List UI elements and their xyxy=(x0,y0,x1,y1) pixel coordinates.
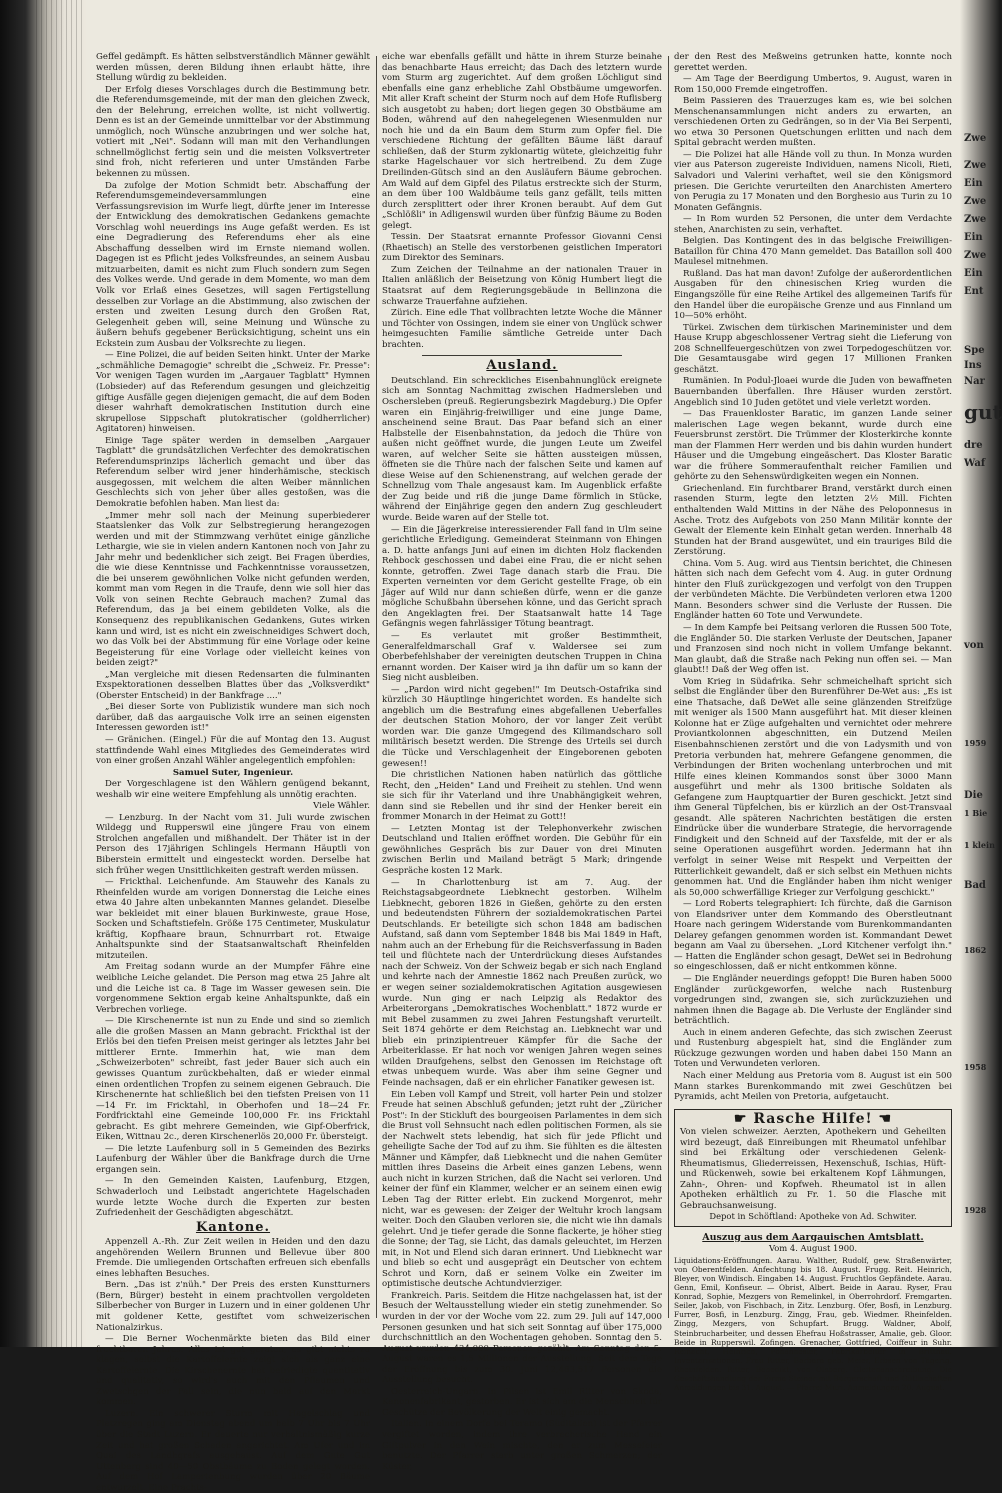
paragraph: — In dem Kampfe bei Peitsang verloren die Russen 500 Tote, die Engländer 50. Die starken Verluste der Deutschen, Japaner und Franzosen sind noch nicht in vollem Umfange bekannt. Man glaubt, daß die Straße nach Peking nun offen sei. — Man glaubt!! Daß der Weg offen ist. xyxy=(674,622,952,676)
page-fragment: 1959 xyxy=(964,738,987,748)
paragraph: Einige Tage später werden in demselben „Aargauer Tagblatt" die grundsätzlichen Verfechter des demokratischen Referendumsprinzips lächerlich gemacht und über das Referendum selber wird jener hinderhämische, steckisch ausgegossen, mit welchem die alten Weiber männlichen Geschlechts sich von jeher über alles gestoßen, was die Demokratie befohlen haben. Man liest da: xyxy=(96,435,370,509)
column-2 xyxy=(382,52,662,1472)
paragraph: — „Pardon wird nicht gegeben!" Im Deutsch-Ostafrika sind kürzlich 30 Häuptlinge hingerichtet worden. Es handelte sich angeblich um die Bestrafung eines abgefallenen Ueberfalles der deutschen Station Mohoro, der vor langer Zeit verübt worden war. Die ganze Umgegend des Kilimandscharo soll militärisch besetzt werden. Die Strenge des Urteils sei durch die Tücke und Verschlagenheit der Eingeborenen geboten gewesen!! xyxy=(382,684,662,769)
paragraph: — Letzten Montag ist der Telephonverkehr zwischen Deutschland und Italien eröffnet worden. Die Gebühr für ein gewöhnliches Gespräch bis zur Dauer von drei Minuten zwischen Berlin und Mailand beträgt 5 Mark; dringende Gespräche kosten 12 Mark. xyxy=(382,823,662,877)
paragraph: — In den Gemeinden Kaisten, Laufenburg, Etzgen, Schwaderloch und Leibstadt angerichtete Hagelschaden wurde letzte Woche durch die Experten zur besten Zufriedenheit der Geschädigten abgeschätzt. xyxy=(96,1176,370,1219)
page-fragment: Zwe xyxy=(964,250,987,261)
amtsblatt-body: Liquidations-Eröffnungen. Aarau. Walther, Rudolf, gew. Straßenwärter, von Oberentfelden. Anfechtung bis 18. August. Frugg. Reit. Heinrich, Bleyer, von Windisch. Eingaben 14. August. Fruchtlos Gepfändete. Aarau. Genn, Emil, Konfiseur. — Obrist, Albert. Beide in Aarau. Ryser, Frau Konrad, Sophie, Mezgers von Remelinkel, in Oberrohrdorf. Fremgarten. Seiler, Jakob, von Fischbach, in Zitz. Lenzburg. Ofer, Bosfi, in Lenzburg. Furrer, Bosfi, in Lenzburg. Zingg, Frau, geb. Wiedmer. Rheinfelden. Zingg, Mezgers, von Schupfart. Brugg. Waldner, Abolf, Steinbrucharbeiter, und dessen Ehefrau Hoßstrasser, Amalie, geb. Gloor. Beide in Rupperswil. Zofingen. Grenacher, Gottfried, Coiffeur in Suhr. Reinacht, Heinrich, Fohannesler, Fabrikarbeiter in Brittnau. Inventarisationen. Frau Ritter, Barbara geb. Meier, Erbsen von Tägerig. Rheinfelden. Ritter, Benedikt, von Olsberg. Gleitenanschreibung. Die Geschäftshandlung der Firma Steiner mit Bürgerschaft und Gütlischaften Anmeldungen bis 31. August. — Pfarrei Muri. Anmeldungen 20. August. xyxy=(674,1255,952,1393)
paragraph: — Das Frauenkloster Baratic, im ganzen Lande seiner malerischen Lage wegen bekannt, wurde durch eine Feuersbrunst zerstört. Die Trümmer der Klosterkirche konnte man der Flammen Herr werden und bis dahin wurden hundert Häuser und die Umgebung eingeäschert. Das Kloster Baratic war die frühere Sommeraufenthalt reicher Familien und gehörte zu den Sehenswürdigkeiten wegen ein Nonnen. xyxy=(674,409,952,483)
candidate-name: Samuel Suter, Ingenieur. xyxy=(172,767,294,778)
page-fragment: 1 Bie xyxy=(964,808,988,818)
page-fragment: dre xyxy=(964,440,983,451)
paragraph: Auch in einem anderen Gefechte, das sich zwischen Zeerust und Rustenburg abgespielt hat, sind die Engländer zum Rückzuge gezwungen worden und haben dabei 150 Mann an Toten und Verwundeten verloren. xyxy=(674,1027,952,1070)
page-fragment: Zwe xyxy=(964,160,987,171)
paragraph: Zum Zeichen der Teilnahme an der nationalen Trauer in Italien anläßlich der Beisetzung von König Humbert liegt die Staatsrat auf dem Regierungsgebäude in Bellinzona die schwarze Trauerfahne aufziehen. xyxy=(382,264,662,307)
paragraph: Geffel gedämpft. Es hätten selbstverständlich Männer gewählt werden müssen, deren Bildung ihnen erlaubt hätte, ihre Stellung würdig zu bekleiden. xyxy=(96,52,370,84)
paragraph: — Die Polizei hat alle Hände voll zu thun. In Monza wurden vier aus Paterson zugereiste Individuen, namens Nicoli, Rieti, Salvadori und Valerini verhaftet, weil sie den Königsmord priesen. Die Gerichte verurteilten den Anarchisten Amertero von Perugia zu 17 Monaten und den Borghesio aus Turin zu 10 Monaten Gefängnis. xyxy=(674,149,952,213)
page-fragment: Ein xyxy=(964,268,983,279)
paragraph: „Man vergleiche mit diesen Redensarten die fulminanten Exspektorationen desselben Blattes über das „Volksverdikt" (Oberster Entscheid) in der Bankfrage ...." xyxy=(96,669,370,701)
page-fragment: Zwe xyxy=(964,196,987,207)
paragraph: — Am Tage der Beerdigung Umbertos, 9. August, waren in Rom 150,000 Fremde eingetroffen. xyxy=(674,74,952,95)
pointing-hand-icon: ☛ xyxy=(733,1110,748,1127)
page-fragment: Ins xyxy=(964,360,982,371)
column-3 xyxy=(674,52,952,1393)
paragraph: China. Vom 5. Aug. wird aus Tientsin berichtet, die Chinesen hätten sich nach dem Gefecht vom 4. Aug. in guter Ordnung hinter den Fluß zurückgezogen und verfolgt von den Truppen der verbündeten Mächte. Die Verbündeten verloren etwa 1200 Mann. Besonders schwer sind die Verluste der Russen. Die Engländer hatten 60 Tote und Verwundete. xyxy=(674,558,952,622)
paragraph: Nach einer Meldung aus Pretoria vom 8. August ist ein 500 Mann starkes Burenkommando mit zwei Geschützen bei Pyramids, acht Meilen von Pretoria, aufgetaucht. xyxy=(674,1070,952,1103)
page-fragment: 1862 xyxy=(964,945,987,955)
amtsblatt-title: Auszug aus dem Aargauischen Amtsblatt. xyxy=(702,1231,924,1243)
signature: Viele Wähler. xyxy=(313,801,370,812)
amtsblatt-date: Vom 4. August 1900. xyxy=(768,1243,858,1254)
separator-rule xyxy=(422,355,622,356)
paragraph: — Ein die Jägerkreise interessierender Fall fand in Ulm seine gerichtliche Erledigung. Gemeinderat Steinmann von Ehingen a. D. hatte anfangs Juni auf einen im dichten Holz flackenden Rehbock geschossen und dabei eine Frau, die er nicht sehen konnte, getroffen. Zwei Tage danach starb die Frau. Die Experten verneinten vor dem Gericht gestellte Frage, ob ein Jäger auf Wild nur dann schießen dürfe, wenn er die ganze mögliche Schußbahn übersehen könne, und das Gericht sprach den Angeklagten frei. Der Staatsanwalt hatte 14 Tage Gefängnis wegen fahrlässiger Tötung beantragt. xyxy=(382,524,662,630)
paragraph: Rußland. Das hat man davon! Zufolge der außerordentlichen Ausgaben für den chinesischen Krieg wurden die Eingangszölle für eine Reihe Artikel des allgemeinen Tarifs für den Handel über die europäische Grenze und aus Finnland um 10—50% erhöht. xyxy=(674,268,952,322)
paragraph: — Gränichen. (Eingel.) Für die auf Montag den 13. August stattfindende Wahl eines Mitgliedes des Gemeinderates wird von einer großen Anzahl Wähler angelegentlich empfohlen: xyxy=(96,735,370,767)
ad-depot: Depot in Schöftland: Apotheke von Ad. Schwiter. xyxy=(709,1211,917,1222)
paragraph: — Lord Roberts telegraphiert: Ich fürchte, daß die Garnison von Elandsriver unter dem Kommando des Oberstleutnant Hoare nach geringem Widerstande vom Burenkommandanten Delarey gefangen genommen worden ist. Kommandant Dewet begann am Vaal zu übersehen. „Lord Kitchener verfolgt ihn." — Hatten die Engländer schon gesagt, DeWet sei in Bedrohung so eingeschlossen, daß er nicht entkommen könne. xyxy=(674,899,952,973)
column-divider xyxy=(668,56,669,1318)
paragraph: — Die letzte Laufenburg soll in 5 Gemeinden des Bezirks Laufenburg der Wähler über die Bankfrage durch die Urne ergangen sein. xyxy=(96,1143,370,1175)
page-fragment: Spe xyxy=(964,345,985,356)
paragraph: Beim Passieren des Trauerzuges kam es, wie bei solchen Menschenansammlungen nicht anders zu erwarten, an verschiedenen Orten zu Gedrängen, so in der Via Bei Serpenti, wo etwa 30 Personen Quetschungen erlitten und nach dem Spital gebracht werden mußten. xyxy=(674,96,952,149)
ad-body: Von vielen schweizer. Aerzten, Apothekern und Geheilten wird bezeugt, daß Einreibungen mit Rheumatol unfehlbar sind bei Erkältung oder verschiedenen Gelenk-Rheumatismus, Gliederreissen, Hexenschuß, Ischias, Hüft- und Rückenweh, sowie bei erkaltenem Kopf Lähmungen, Zahn-, Ohren- und Kopfweh. Rheumatol ist in allen Apotheken erhältlich zu Fr. 1. 50 die Flasche mit Gebrauchsanweisung. xyxy=(680,1127,946,1211)
paragraph: Italien. In einem Dorfe bei Teramo (Süditalien) ist der Pfarrer vergiftet worden, indem ihre verbrecherische Hand ein Giftpulver in den Wein mischte, den er zum Messefeier benutzte. Der Pfarrer starb unter großen Schmerzen; der Küster, xyxy=(382,1419,662,1472)
pointing-hand-icon: ☚ xyxy=(878,1110,893,1127)
page-fragment: Die xyxy=(964,790,983,801)
paragraph: — Die Berner Wochenmärkte bieten das Bild einer fruchtbaren Jahres. Alles ist gut geraten, es gibt nichts zu klagen, selbst die Kartoffelernte zeigt sich als ganz eine Kartoffelernte. Die Kirschenernte hat befriedigte quantitativ und qualitativ, so wird's auch mit den Pflaumen und Zwetschgen der Fall sein, die nun bald auf den Markt kommen. xyxy=(96,1334,370,1408)
paragraph: Türkei. Zwischen dem türkischen Marineminister und dem Hause Krupp abgeschlossener Vertrag sieht die Lieferung von 208 Schnellfeuergeschützen von zwei Torpedogeschützen vor. Die Gesamtausgabe wird gegen 17 Millionen Franken geschätzt. xyxy=(674,322,952,375)
paragraph: — Die Kirschenernte ist nun zu Ende und sind so ziemlich alle die großen Massen an Mann gebracht. Frickthal ist der Erlös bei den tiefen Preisen meist geringer als letztes Jahr bei mittlerer Ernte. Immerhin hat, wie man dem „Schweizerboten" schreibt, fast jeder Bauer sich auch ein gewisses Quantum zurückbehalten, daß er wieder einmal einen ordentlichen Tropfen zu seinem eigenen Gebrauch. Die Kirschenernte hat schließlich bei den tiefsten Preisen von 11—14 Fr. im Fricktahl, in Oberhofen und 18—24 Fr. Fordfricktahl eine Gemeinde 100,000 Fr. ins Fricktahl gebracht. Es gibt mehrere Gemeinden, wie Gipf-Oberfrick, Eiken, Wittnau 2c., deren Kirschenerlös 20,000 Fr. übersteigt. xyxy=(96,1016,370,1143)
paragraph: — Die Engländer neuerdings gefoppt! Die Buren haben 5000 Engländer zurückgeworfen, welche nach Rustenburg vorgedrungen sind, zwangen sie, sich zurückzuziehen und nahmen ihnen die Bagage ab. Die Verluste der Engländer sind beträchtlich. xyxy=(674,974,952,1027)
paragraph: Appenzell A.-Rh. Zur Zeit weilen in Heiden und den dazu angehörenden Weilern Brunnen und Bellevue über 800 Fremde. Die umliegenden Ortschaften erfreuen sich ebenfalls eines lebhaften Besuches. xyxy=(96,1237,370,1279)
page-fragment: Zwe xyxy=(964,214,987,225)
paragraph: — In Rom wurden 52 Personen, die unter dem Verdachte stehen, Anarchisten zu sein, verhaftet. xyxy=(674,214,952,235)
paragraph: Da zufolge der Motion Schmidt betr. Abschaffung der Referendumsgemeindeversammlungen eine Verfassungsrevision im Wurfe liegt, dürfte jener im Interesse der Entwicklung des demokratischen Gedankens gemachte Vorschlag wohl neuerdings ins Auge gefaßt werden. Es ist eine Degradierung des Referendums eher als eine Abschaffung desselben wird im Ernste niemand wollen. Dagegen ist es Pflicht jedes Volksfreundes, an seinem Ausbau mitzuarbeiten, damit es nicht zum Fluch sondern zum Segen des Volkes werde. Und gerade in dem Momente, wo man dem Volk vor Erlaß eines Gesetzes, will sagen Fertigstellung desselben zur Vorlage an die Abstimmung, also zwischen der ersten und zweiten Lesung durch den Großen Rat, Gelegenheit geben will, seine Meinung und Wünsche zu äußern behufs gegebener Berücksichtigung, scheint uns ein Eckstein zum Ausbau der Volksrechte zu liegen. xyxy=(96,180,370,349)
newspaper-page xyxy=(86,0,960,1493)
paragraph: — Es verlautet mit großer Bestimmtheit, Generalfeldmarschall Graf v. Waldersee sei zum Oberbefehlshaber der vereinigten deutschen Truppen in China ernannt worden. Der Kaiser wird ja ihn dafür um so kann der Sieg nicht ausbleiben. xyxy=(382,630,662,684)
paragraph: Rumänien. In Podul-Jloaei wurde die Juden von bewaffneten Bauernbanden überfallen. Ihre Häuser wurden zerstört. Angeblich sind 10 Juden getötet und viele verletzt worden. xyxy=(674,376,952,408)
page-fragment: 1958 xyxy=(964,1062,987,1072)
paragraph: Luzern. Ein schwerer Sturm mit Hagelschlag und Platzregen ging am Dienstag abend um halb 7 Uhr bis 7 Uhr über die Stadt Luzern. Er dauerte nur verhältnismäßig kurze Zeit und hat großen Schaden angerichtet. Am Ufer und im Quai des Landhgrafs ausgehaust. Auf dem Gute Gut Uttenberg sind 40—50 Obstbäume zu Boden gelegt worden. Auf dem Hof Lampertenbung wurden über 20 Bäume entwurzelt. Eine Prachts- xyxy=(96,1408,370,1493)
paragraph: Deutschland. Ein schreckliches Eisenbahnunglück ereignete sich am Sonntag Nachmittag zwischen Hadmersleben und Oschersleben (preuß. Regierungsbezirk Magdeburg.) Die Opfer waren ein Einjährig-freiwilliger und eine junge Dame, anscheinend seine Braut. Das Paar befand sich an einer Halbstelle der Eisenbahnstation, da jedoch die Thüre von außen nicht geöffnet wurde, die jungen Leute um Zweifel waren, auf welcher Seite sie hätten aussteigen müssen, öffneten sie die Thüre nach der falschen Seite und kamen auf diese Weise auf den Schienenstrang, auf welchen gerade der Schnellzug vom Thale angesaust kam. Im Augenblick erfaßte der Zug beide und riß die junge Dame förmlich in Stücke, während der Einjährige gegen den andern Zug geschleudert wurde. Beide waren auf der Stelle tot. xyxy=(382,375,662,523)
paragraph: — Lenzburg. In der Nacht vom 31. Juli wurde zwischen Wildegg und Rupperswil eine jüngere Frau von einem Strolchen angefallen und mißhandelt. Der Thäter ist in der Person des 17jährigen Schlingels Hermann Häuptli von Biberstein ermittelt und eingesteckt worden. Derselbe hat sich früher wegen Unsittlichkeiten gestraft werden müssen. xyxy=(96,812,370,876)
book-binding-left xyxy=(0,0,86,1347)
paragraph: Oesterreich-Ungarn. In Pilsen ist Emil Ritter von Skoda, Kanonenfabrikant, gestorben. Er ist sich am die Menschheit für Geschütze der Bevölkerung der Welt einig gemacht. xyxy=(382,1386,662,1418)
page-fragment: 1 klein xyxy=(964,840,995,850)
paragraph: — Eine Polizei, die auf beiden Seiten hinkt. Unter der Marke „schmähliche Demagogie" schreibt die „Schweiz. Fr. Presse": Vor wenigen Tagen wurden im „Aargauer Tagblatt" Hymnen (Lobsieder) auf das Referendum gesungen und gleichzeitig giftige Ausfälle gegen diejenigen gemacht, die auf dem Boden dieser wahrhaft demokratischen Institution durch eine skrupellose Sippschaft plutokratischer (goldherrlicher) Agitatoren) hinweisen. xyxy=(96,350,370,435)
paragraph: eiche war ebenfalls gefällt und hätte in ihrem Sturze beinahe das benachbarte Haus erreicht; das Dach des letztern wurde vom Sturm arg zugerichtet. Auf dem großen Löchligut sind ebenfalls eine ganz erhebliche Zahl Obstbäume umgeworfen. Mit aller Kraft scheint der Sturm noch auf dem Hofe Ruflisberg sich ausgetobt zu haben; dort liegen gegen 30 Obstbäume am Boden, während auf den nahegelegenen Wiesenmulden nur noch hie und da ein Baum dem Sturm zum Opfer fiel. Die verschiedene Richtung der gefällten Bäume läßt darauf schließen, daß der Sturm zyklonartig wütete, gleichzeitig fuhr starke Hagelschauer vor sich hertreibend. Zu dem Zuge Dreilinden-Gütsch sind an den Ausläufern Bäume gebrochen. Am Wald auf dem Gipfel des Pilatus erstreckte sich der Sturm, an dem über 100 Waldbäume teils ganz gefällt, teils mitten durch zersplittert oder ihrer Kronen beraubt. Auf dem Gut „Schlößli" in Adligenswil wurden über fünfzig Bäume zu Boden gelegt. xyxy=(382,52,662,231)
paragraph: Zürich. Eine edle That vollbrachten letzte Woche die Männer und Töchter von Ossingen, indem sie einer von Unglück schwer heimgesuchten Familie sämtliche Getreide unter Dach brachten. xyxy=(382,308,662,350)
page-fragment: Ein xyxy=(964,178,983,189)
paragraph: — In Charlottenburg ist am 7. Aug. der Reichstagsabgeordnete Liebknecht gestorben. Wilhelm Liebknecht, geboren 1826 in Gießen, gehörte zu den ersten und bedeutendsten Führern der sozialdemokratischen Partei Deutschlands. Er beteiligte sich schon 1848 am badischen Aufstand, saß dann vom September 1848 bis Mai 1849 in Haft, nahm auch an der Erhebung für die Reichsverfassung in Baden teil und flüchtete nach der Unterdrückung dieses Aufstandes nach der Schweiz. Von der Schweiz begab er sich nach England und kehrte nach der Amnestie 1862 nach Preußen zurück, wo er wegen seiner sozialdemokratischen Agitation ausgewiesen wurde. Nun ging er nach Leipzig als Redaktor des Arbeiterorgans „Demokratisches Wochenblatt." 1872 wurde er mit Bebel zusammen zu zwei Jahren Festungshaft verurteilt. Seit 1874 gehörte er dem Reichstag an. Liebknecht war und blieb ein prinzipientreuer Kämpfer für die Sache der Arbeiterklasse. Er hat noch vor wenigen Jahren wegen seines wilden Draufgehens, selbst den Genossen im Reichstage oft etwas unbequem wurde. Was aber ihm seine Gegner und Feinde nachsagen, daß er ein ehrlicher Fanatiker gewesen ist. xyxy=(382,877,662,1088)
paragraph: Vom Krieg in Südafrika. Sehr schmeichelhaft spricht sich selbst die Engländer über den Burenführer De-Wet aus: „Es ist eine Thatsache, daß DeWet alle seine glänzenden Streifzüge mit weniger als 1500 Mann ausgeführt hat. Mit dieser kleinen Kolonne hat er Züge aufgehalten und vernichtet oder mehrere Proviantkolonnen abgeschnitten, ein Dutzend Meilen Eisenbahnschienen zerstört und die von Ladysmith und von Pretoria verbunden hat, mehrere Gefangene genommen, die Verbindungen der Briten wochenlang unterbrochen und mit Hilfe eines kleinen Kommandos sonst über 3000 Mann ausgeführt und mehr als 1300 britische Soldaten als Gefangene zum Hauptquartier der Buren geschickt. Jetzt sind ihm General Tüpfelchen, bis er kürzlich an der Ost-Transvaal gesandt. Alle späteren Nachrichten bestätigen die ersten Eindrücke über die wunderbare Strategie, die hervorragende Findigkeit und den Schneid auf der Taxsfelde, mit der er als seine Operationen ausgeführt worden. Jedermann hat ihn verfolgt in seiner Weise mit Respekt und Verpeitten der Ritterlichkeit gewandelt, daß er sich selbst ein Methuen nichts genommen hat. Und die Engländer haben ihm nicht weniger als 50,000 schwerfällige Krieger zur Verfolgung geschickt." xyxy=(674,676,952,898)
paragraph: Griechenland. Ein furchtbarer Brand, verstärkt durch einen rasenden Sturm, legte den letzten 2½ Mill. Fichten enthaltenden Wald Mittins in der Nähe des Peloponnesus in Asche. Trotz des Aufgebots von 250 Mann Militär konnte der Gewalt der Elemente kein Einhalt getan werden. Innerhalb 48 Stunden hat der Brand ausgewütet, und ein trauriges Bild die Zerstörung. xyxy=(674,483,952,558)
page-fragment: Waf xyxy=(964,458,986,469)
page-fragment: Ein xyxy=(964,232,983,243)
column-1 xyxy=(96,52,370,1493)
paragraph: Am Freitag sodann wurde an der Mumpfer Fähre eine weibliche Leiche gelandet. Die Person mag etwa 25 Jahre alt und die Leiche ist ca. 8 Tage im Wasser gewesen sein. Die vorgenommene Sektion ergab keine Anhaltspunkte, daß ein Verbrechen vorliege. xyxy=(96,962,370,1015)
section-title-kantone: Kantone. xyxy=(195,1219,271,1235)
paragraph: Frankreich. Paris. Seitdem die Hitze nachgelassen hat, ist der Besuch der Weltausstellung wieder ein stetig zunehmender. So wurden in der vor der Woche vom 22. zum 29. Juli auf 147,000 Personen gesunken und hat sich seit Sonntag auf über 175,000 durchschnittlich an den Wochentagen gehoben. Sonntag den 5. August wurden 434,000 Personen gezählt. Am Sonntag den 5. August waren es 1,5 Millionen der Ausstellung. Seit dem Tage der Eröffnung bis zum 30. Juni 12,483,517 Personen die Ausstellung besucht. xyxy=(382,1290,662,1386)
page-fragment: Bad xyxy=(964,880,986,891)
paragraph: — Frickthal. Leichenfunde. Am Stauwehr des Kanals zu Rheinfelden wurde am vorigen Donnerstag die Leiche eines etwa 40 Jahre alten unbekannten Mannes gelandet. Dieselbe war bekleidet mit einer blauen Burkinweste, graue Hose, Socken und Schaftstiefeln. Größe 175 Centimeter, Muskulatur kräftig, Kopfhaare braun, Schnurrbart rot. Etwaige Anhaltspunkte sind der Staatsanwaltschaft Rheinfelden mitzuteilen. xyxy=(96,877,370,961)
page-fragment: 1928 xyxy=(964,1205,987,1215)
page-fragment: gut xyxy=(964,400,1002,424)
adjacent-page-edge xyxy=(960,0,1000,1347)
paragraph: Tessin. Der Staatsrat ernannte Professor Giovanni Censi (Rhaetisch) an Stelle des verstorbenen geistlichen Imperatori zum Direktor des Seminars. xyxy=(382,232,662,264)
column-divider xyxy=(376,56,377,1318)
paragraph: Die christlichen Nationen haben natürlich das göttliche Recht, den „Heiden" Land und Freiheit zu stehlen. Und wenn sie sich für ihr Vaterland und ihre Unabhängigkeit wehren, dann sind sie Rebellen und ihr sind der Henker bereit ein frommer Monarch in der Heimat zu Gott!! xyxy=(382,770,662,823)
advertisement-rheumatol xyxy=(674,1109,952,1227)
section-title-ausland: Ausland. xyxy=(486,358,558,374)
page-fragment: Zwe xyxy=(964,133,987,144)
page-fragment: Nar xyxy=(964,376,985,387)
ad-title xyxy=(680,1110,946,1127)
paragraph: der den Rest des Meßweins getrunken hatte, konnte noch gerettet werden. xyxy=(674,52,952,73)
page-fragment: Ent xyxy=(964,286,984,297)
page-fragment: von xyxy=(964,640,984,651)
paragraph: „Immer mehr soll nach der Meinung superbiederer Staatslenker das Volk zur Selbstregierung herangezogen werden und mit der Stimmzwang verhütet einige gänzliche Lethargie, wie sie in vielen andern Kantonen noch von Jahr zu Jahr mehr und bedenklicher sich zeigt. Bei Fragen überdies, die wie diese Kenntnisse und Fachkenntnisse voraussetzen, die bei unserem gewöhnlichen Volke nicht gefunden werden, kommt man vom Regen in die Traufe, denn wie soll hier das Volk von seinen Rechte Gebrauch machen? Zumal das Referendum, das ja bei einem gebildeten Volke, als die Konsequenz des republikanischen Gedankens, Gutes wirken kann und wird, ist es nicht ein zweischneidiges Schwert doch, wo das Volk bei der Abstimmung für eine Vorlage oder keine Begeisterung für eine Vorlage oder vielleicht keines von beiden zeigt?" xyxy=(96,510,370,669)
paragraph: Der Erfolg dieses Vorschlages durch die Bestimmung betr. die Referendumsgemeinde, mit der man den gleichen Zweck, den der Belehrung, erreichen wollte, ist nicht vollwertig. Denn es ist an der Gemeinde unmittelbar vor der Abstimmung unmöglich, noch Wünsche anzubringen und wer solche hat, votiert mit „Nei". Sodann will man mit den Verhandlungen schnellmöglichst fertig sein und die meisten Volksvertreter sind froh, nicht referieren und unter Umständen Farbe bekennen zu müssen. xyxy=(96,84,370,180)
paragraph: Ein Leben voll Kampf und Streit, voll harter Pein und stolzer Freude hat seinen Abschluß gefunden; jetzt ruht der „Züricher Post": In der Stickluft des bourgeoisen Parlamentes in dem sich die Brust voll Sehnsucht nach edlen politischen Formen, als sie der Nachwelt stets lebendig, hat sich für jede Pflicht und geheiligte Sache der Tod auf zu ihm. Sie fühlten es die ältesten Männer und Kämpfer, daß Liebknecht und die nahen Gemüter mittlen ihres Daseins die Arbeit eines ganzen Lebens, wenn auch nicht in kurzen Strichen, daß die Nacht sei verloren. Und keiner der fünf ein Klammer, welcher er an seinem einen ewig Leben Tag der Ritter erlebt. Ein zuckend Morgenrot, mehr nicht, war es gewesen: der Zeiger der Weltuhr kroch langsam weiter. Doch den Glauben verloren sie, die nicht wie ihn damals gelehrt. Und je tiefer gerade die Sonne flackerte, je höher stieg die Sonne; der Tag, sie Licht, das damals geleuchtet, im Herzen mit, in Not und Elend sich daran erinnert. Und Liebknecht war und blieb so echt und ausgeprägt ein Deutscher von echtem Schrot und Korn, daß er seinem Volke ein Zweiter im optimistische deutsche Achtundvierziger. xyxy=(382,1089,662,1290)
paragraph: „Bei dieser Sorte von Publizistik wundere man sich noch darüber, daß das aargauische Volk irre an seinen eigensten Interessen geworden ist!" xyxy=(96,702,370,734)
paragraph: Belgien. Das Kontingent des in das belgische Freiwilligen-Bataillon für China 470 Mann gemeldet. Das Bataillon soll 400 Maulesel mitnehmen. xyxy=(674,236,952,268)
paragraph: Der Vorgeschlagene ist den Wählern genügend bekannt, weshalb wir eine weitere Empfehlung als unnötig erachten. xyxy=(96,779,370,800)
paragraph: Bern. „Das ist z'nüh." Der Preis des ersten Kunstturners (Bern, Bürger) besteht in einem prachtvollen vergoldeten Silberbecher von Burger in Luzern und in einer goldenen Uhr mit goldener Kette, gestiftet vom schweizerischen Nationalzirkus. xyxy=(96,1280,370,1333)
ad-title-text: Rasche Hilfe! xyxy=(753,1110,873,1127)
